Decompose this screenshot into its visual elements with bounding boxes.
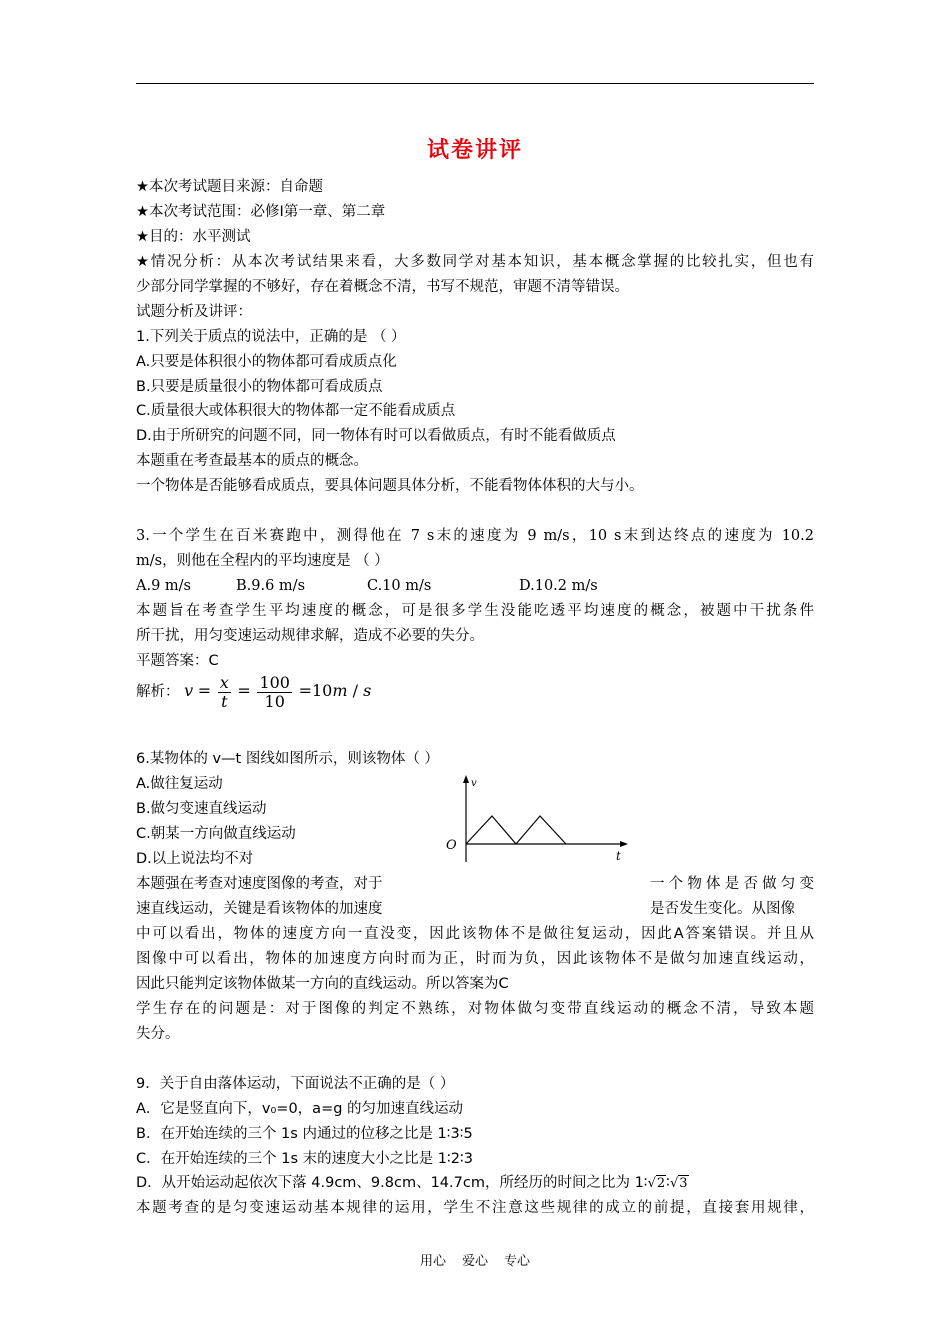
eq-equals-2: = (237, 681, 251, 700)
q3-answer: 平题答案：C (136, 653, 219, 669)
q9-ratio-separator: ∶ (666, 1175, 670, 1191)
q9-option-b: B．在开始连续的三个 1s 内通过的位移之比是 1∶3∶5 (136, 1126, 473, 1142)
eq-unit-slash: / (347, 681, 364, 700)
graph-t-arrow (620, 841, 628, 847)
page-title: 试卷讲评 (426, 138, 523, 163)
q3-stem-line2: m/s，则他在全程内的平均速度是 （ ） (136, 553, 389, 569)
q9-option-d (136, 1172, 689, 1195)
q1-option-c: C.质量很大或体积很大的物体都一定不能看成质点 (136, 403, 456, 419)
q3-solution (136, 672, 371, 711)
q3-option-d: D.10.2 m/s (519, 578, 598, 594)
q6-option-b: B.做匀变速直线运动 (136, 801, 267, 817)
footer-aixin: 爱心 (461, 1254, 488, 1269)
graph-v-arrow (463, 775, 469, 783)
eq-fraction-x-over-t (218, 674, 231, 711)
q3-comment-2: 所干扰，用匀变速运动规律求解，造成不必要的失分。 (136, 628, 484, 644)
solution-label: 解析： (136, 684, 180, 700)
q6-comment-4: 图像中可以看出，物体的加速度方向时而为正，时而为负，因此该物体不是做匀加速直线运动， (136, 951, 814, 967)
intro-scope: ★本次考试范围：必修Ⅰ第一章、第二章 (136, 204, 386, 220)
sqrt-3-radicand: 3 (679, 1176, 688, 1191)
q1-option-d: D.由于所研究的问题不同，同一物体有时可以看做质点，有时不能看做质点 (136, 428, 616, 444)
q6-comment-1b: 一个物体是否做匀变 (650, 876, 814, 892)
sqrt-2: √2 (647, 1176, 666, 1191)
eq-t: t (221, 691, 228, 711)
graph-label-o: O (446, 838, 457, 853)
q6-comment-3: 中可以看出，物体的速度方向一直没变，因此该物体不是做往复运动，因此A答案错误。并且从 (136, 926, 814, 942)
q9-option-c: C．在开始连续的三个 1s 末的速度大小之比是 1∶2∶3 (136, 1151, 473, 1167)
graph-velocity-line (466, 816, 566, 844)
q3-options (136, 576, 598, 596)
q9-option-a: A．它是竖直向下，v₀=0，a=g 的匀加速直线运动 (136, 1101, 464, 1117)
q3-option-c: C.10 m/s (367, 578, 432, 594)
footer-yongxin: 用心 (419, 1254, 446, 1269)
eq-v: v (184, 681, 194, 700)
intro-analysis-line1: ★情况分析：从本次考试结果来看，大多数同学对基本知识，基本概念掌握的比较扎实，但也有 (136, 254, 814, 270)
q6-option-d: D.以上说法均不对 (136, 851, 254, 867)
graph-label-t: t (616, 849, 621, 863)
q9-comment-1: 本题考查的是匀变速运动基本规律的运用，学生不注意这些规律的成立的前提，直接套用规律， (136, 1200, 814, 1216)
page-footer (0, 1250, 950, 1269)
eq-100: 100 (259, 672, 290, 692)
eq-10: 10 (264, 691, 285, 711)
eq-fraction-100-over-10 (257, 674, 292, 711)
q6-stem: 6.某物体的 v—t 图线如图所示，则该物体（ ） (136, 751, 439, 767)
graph-label-v: v (471, 778, 477, 789)
q9-stem: 9．关于自由落体运动，下面说法不正确的是（ ） (136, 1076, 455, 1092)
q6-comment-2a: 速直线运动，关键是看该物体的加速度 (136, 901, 383, 917)
intro-source: ★本次考试题目来源：自命题 (136, 179, 323, 195)
q6-problem-1: 学生存在的问题是：对于图像的判定不熟练，对物体做匀变带直线运动的概念不清，导致本题 (136, 1001, 814, 1017)
q1-option-a: A.只要是体积很小的物体都可看成质点化 (136, 354, 397, 370)
q6-option-a: A.做往复运动 (136, 776, 223, 792)
q3-option-a: A.9 m/s (136, 578, 191, 594)
q1-stem: 1.下列关于质点的说法中，正确的是 （ ） (136, 329, 406, 345)
vt-graph (436, 772, 636, 868)
q3-stem-line1: 3.一个学生在百米赛跑中，测得他在 7 s末的速度为 9 m/s，10 s末到达终点的速度为 10.2 (136, 528, 814, 544)
footer-zhuanxin: 专心 (504, 1254, 531, 1269)
q3-comment-1: 本题旨在考查学生平均速度的概念，可是很多学生没能吃透平均速度的概念，被题中干扰条件 (136, 603, 814, 619)
q9-option-d-text: D．从开始运动起依次下落 4.9cm、9.8cm、14.7cm，所经历的时间之比为 1∶ (136, 1175, 648, 1191)
analysis-heading: 试题分析及讲评： (136, 304, 252, 320)
eq-x: x (219, 672, 229, 692)
q1-option-b: B.只要是质量很小的物体都可看成质点 (136, 379, 383, 395)
q6-comment-5: 因此只能判定该物体做某一方向的直线运动。所以答案为C (136, 976, 509, 992)
q3-option-b: B.9.6 m/s (236, 578, 306, 594)
q6-problem-2: 失分。 (136, 1026, 180, 1042)
header-rule (136, 83, 814, 84)
q6-option-c: C.朝某一方向做直线运动 (136, 826, 296, 842)
q6-comment-1a: 本题强在考查对速度图像的考查，对于 (136, 876, 383, 892)
sqrt-3: √3 (669, 1176, 688, 1191)
sqrt-2-radicand: 2 (656, 1176, 666, 1191)
eq-result: =10 (298, 681, 333, 700)
eq-unit-m: m (332, 681, 348, 700)
intro-purpose: ★目的：水平测试 (136, 229, 251, 245)
intro-analysis-line2: 少部分同学掌握的不够好，存在着概念不清，书写不规范，审题不清等错误。 (136, 279, 629, 295)
eq-unit-s: s (363, 681, 372, 700)
q6-comment-2b: 是否发生变化。从图像 (650, 901, 795, 917)
eq-equals-1: = (197, 681, 212, 700)
q1-comment-1: 本题重在考查最基本的质点的概念。 (136, 453, 368, 469)
q1-comment-2: 一个物体是否能够看成质点，要具体问题具体分析，不能看物体体积的大与小。 (136, 478, 644, 494)
